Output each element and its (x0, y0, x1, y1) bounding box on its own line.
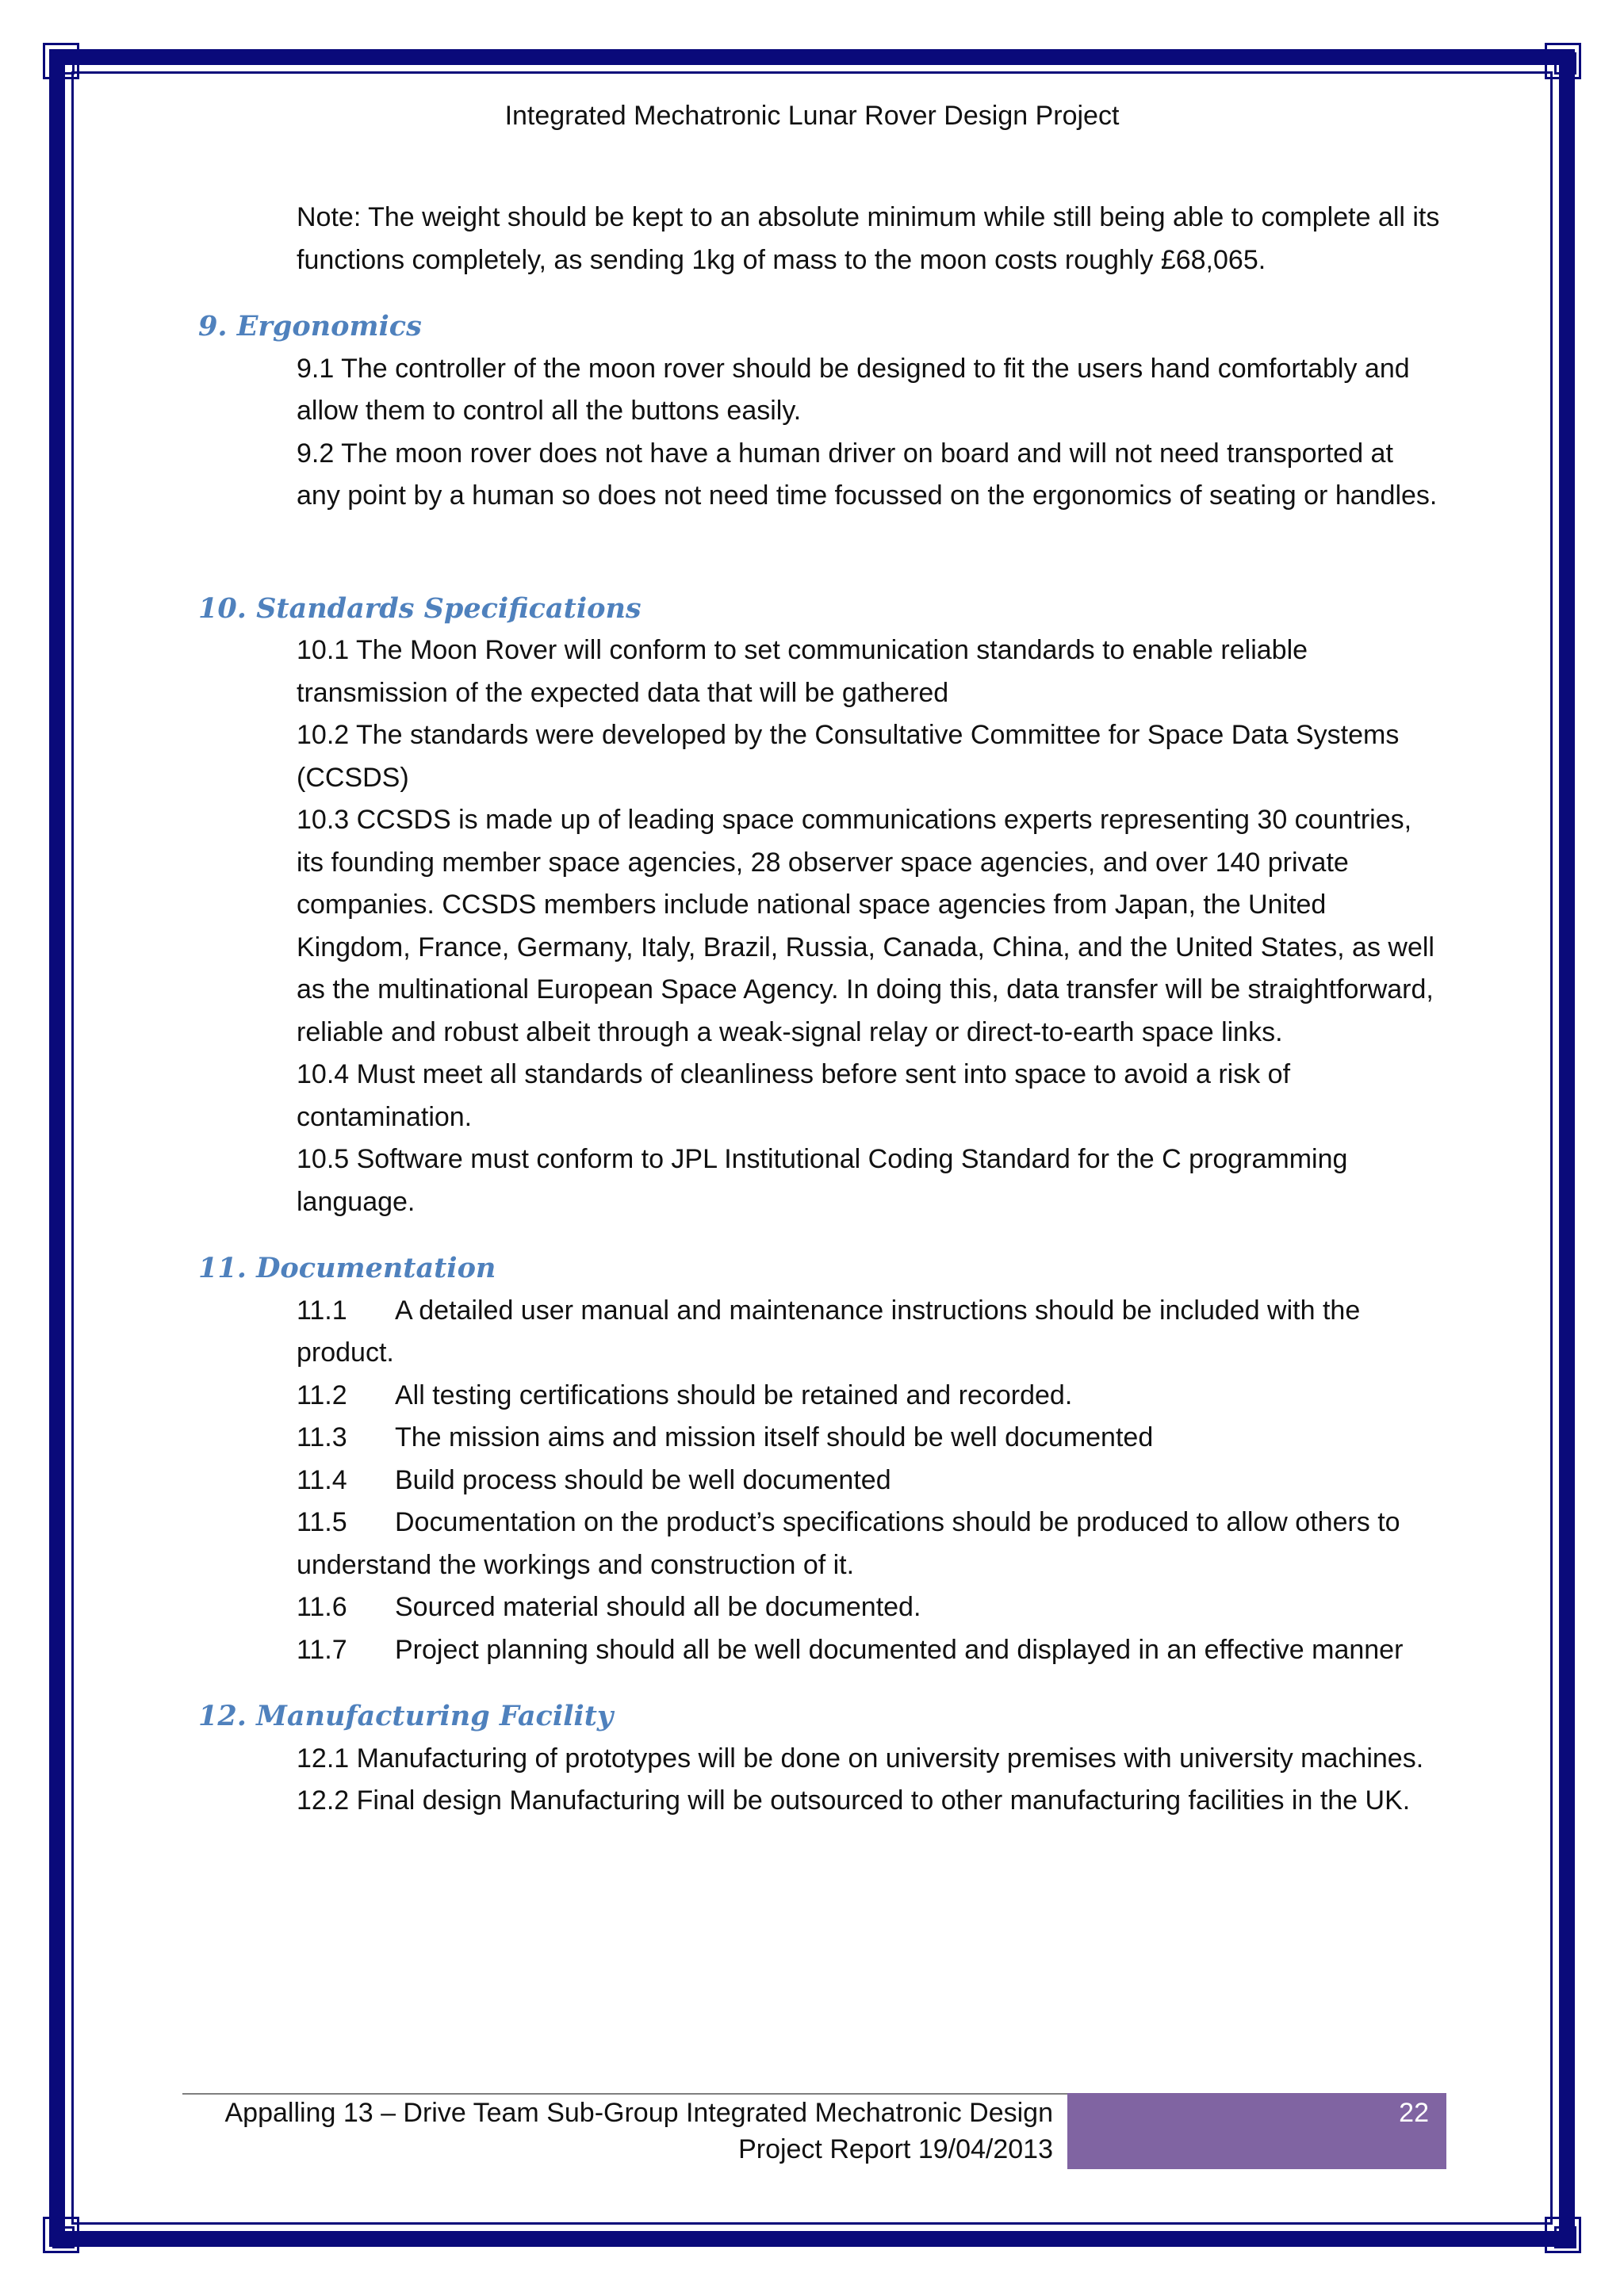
item-number: 11.1 (297, 1295, 347, 1326)
standards-item: 10.1 The Moon Rover will conform to set communication standards to enable reliable transmission of the expected data that will be gathered (297, 635, 1308, 708)
item-text: A detailed user manual and maintenance instructions should be included with the product. (297, 1295, 1361, 1368)
footer-line-1: Appalling 13 – Drive Team Sub-Group Integrated Mechatronic Design (224, 2098, 1053, 2128)
standards-item: 10.5 Software must conform to JPL Institutional Coding Standard for the C programming language. (297, 1144, 1348, 1217)
item-number: 11.3 (297, 1422, 347, 1452)
item-number: 11.7 (297, 1634, 347, 1665)
ergonomics-item: 9.2 The moon rover does not have a human driver on board and will not need transported at any point by a human so does not need time focussed on the ergonomics of seating or handles. (297, 438, 1438, 511)
item-number: 11.2 (297, 1380, 347, 1410)
footer-line-2: Project Report 19/04/2013 (738, 2134, 1053, 2164)
documentation-item (297, 1375, 1443, 1418)
manufacturing-item: 12.2 Final design Manufacturing will be outsourced to other manufacturing facilities in the UK. (297, 1785, 1411, 1816)
page-body (198, 197, 1443, 1823)
standards-item: 10.3 CCSDS is made up of leading space communications experts representing 30 countries, its founding member space agencies, 28 observer space agencies, and over 140 private companies. CCSDS members include national space agencies from Japan, the United Kingdom, France, Germany, Italy, Brazil, Russia, Canada, China, and the United States, as well as the multinational European Space Agency. In doing this, data transfer will be straightforward, reliable and robust albeit through a weak-signal relay or direct-to-earth space links. (297, 805, 1434, 1047)
footer-page-box (1067, 2093, 1446, 2169)
page-number: 22 (1399, 2098, 1429, 2128)
item-text: Sourced material should all be documented. (395, 1592, 921, 1622)
footer-text (182, 2095, 1053, 2168)
standards-item: 10.4 Must meet all standards of cleanliness before sent into space to avoid a risk of contamination. (297, 1059, 1291, 1132)
corner-ornament-bottom-left (43, 2217, 79, 2253)
item-number: 11.6 (297, 1592, 347, 1622)
section-heading-ergonomics: 9. Ergonomics (198, 310, 422, 342)
documentation-item (297, 1417, 1443, 1460)
documentation-item (297, 1629, 1443, 1672)
corner-ornament-bottom-right (1545, 2217, 1581, 2253)
corner-ornament-top-left (43, 43, 79, 79)
ergonomics-item: 9.1 The controller of the moon rover should be designed to fit the users hand comfortably and allow them to control all the buttons easily. (297, 353, 1410, 426)
section-gap (198, 518, 1443, 587)
documentation-item (297, 1586, 1443, 1629)
page-header: Integrated Mechatronic Lunar Rover Design Project (504, 101, 1120, 131)
item-number: 11.4 (297, 1464, 347, 1495)
section-heading-manufacturing: 12. Manufacturing Facility (198, 1700, 614, 1732)
item-number: 11.5 (297, 1507, 347, 1537)
item-text: The mission aims and mission itself should be well documented (395, 1422, 1154, 1452)
manufacturing-item: 12.1 Manufacturing of prototypes will be done on university premises with university machines. (297, 1743, 1424, 1774)
weight-note: Note: The weight should be kept to an absolute minimum while still being able to complete all its functions completely, as sending 1kg of mass to the moon costs roughly £68,065. (297, 202, 1440, 275)
section-heading-standards: 10. Standards Specifications (198, 591, 642, 625)
standards-item: 10.2 The standards were developed by the Consultative Committee for Space Data Systems (CCSDS) (297, 720, 1400, 793)
item-text: Project planning should all be well documented and displayed in an effective manner (395, 1634, 1404, 1665)
documentation-item (297, 1460, 1443, 1502)
item-text: Build process should be well documented (395, 1464, 891, 1495)
item-text: Documentation on the product’s specifications should be produced to allow others to understand the workings and construction of it. (297, 1507, 1400, 1580)
corner-ornament-top-right (1545, 43, 1581, 79)
documentation-item (297, 1502, 1443, 1586)
item-text: All testing certifications should be retained and recorded. (395, 1380, 1073, 1410)
documentation-item (297, 1290, 1443, 1375)
section-heading-documentation: 11. Documentation (198, 1252, 496, 1284)
